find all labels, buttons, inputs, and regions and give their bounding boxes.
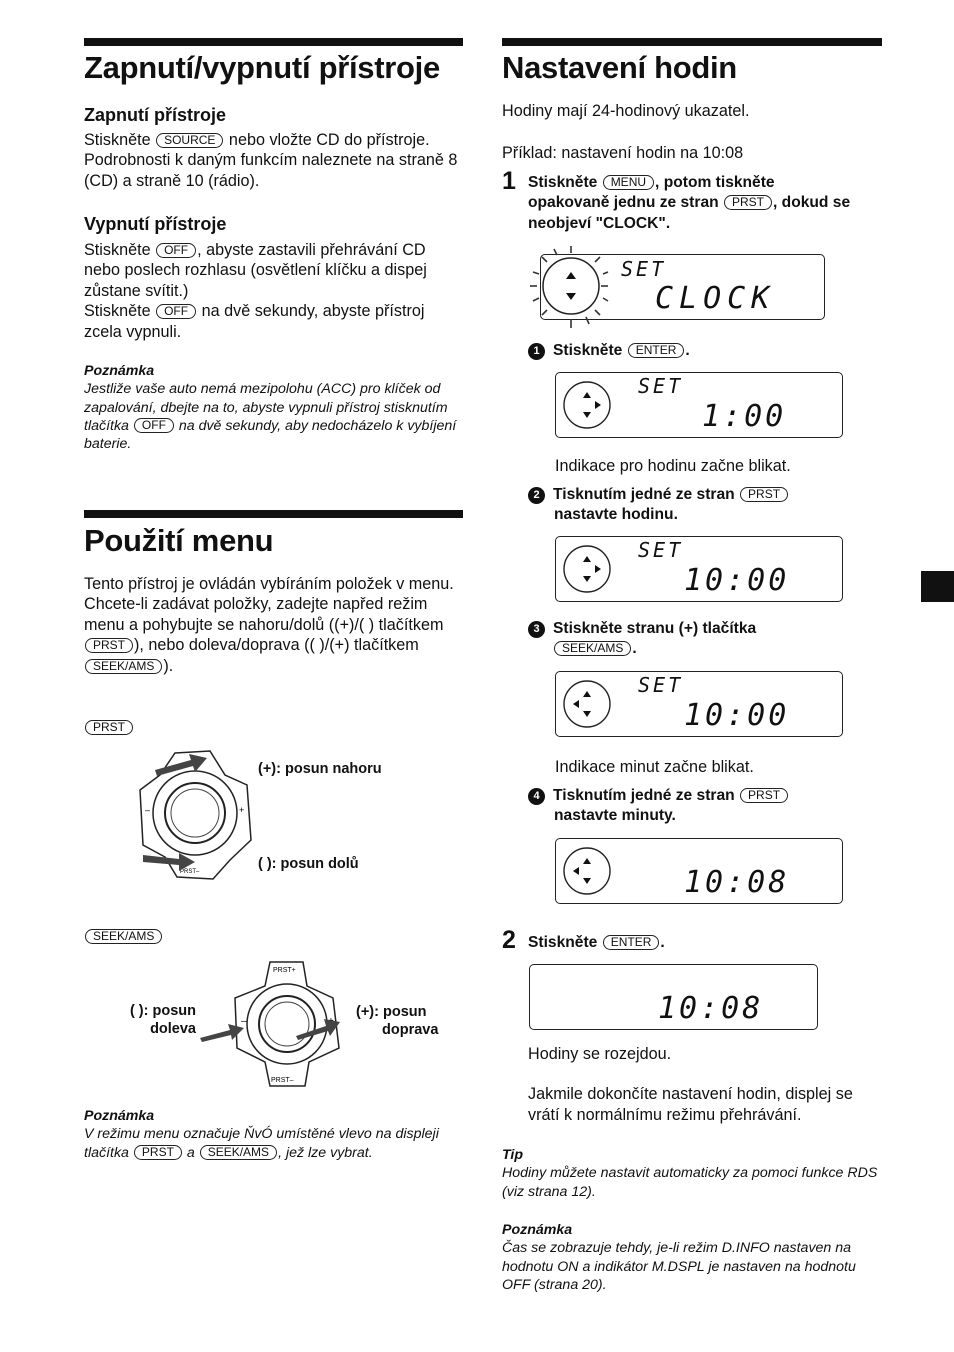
control-icon <box>561 678 613 730</box>
subheading: Vypnutí přístroje <box>84 214 227 234</box>
lcd-display <box>555 838 843 904</box>
lcd-display <box>555 536 843 602</box>
step-text: Stiskněte ENTER . <box>528 934 665 951</box>
section-rule <box>84 510 463 518</box>
off-button-label: OFF <box>156 243 196 258</box>
page-edge-tab <box>921 571 954 602</box>
arrow-up-icon <box>155 752 207 778</box>
seek-label: SEEK/AMS <box>84 928 163 946</box>
subheading: Zapnutí přístroje <box>84 105 227 125</box>
lcd-top-text: SET <box>621 257 667 281</box>
caption-left: ( ): posun doleva <box>129 1003 196 1037</box>
substep: 4 Tisknutím jedné ze stran PRST nastavte minuty. <box>528 786 858 827</box>
section-title: Zapnutí/vypnutí přístroje <box>84 50 440 85</box>
note-title: Poznámka <box>84 363 155 379</box>
knob-minus-label: – <box>145 805 151 815</box>
step-number: 1 <box>502 167 516 195</box>
substep: 3 Stiskněte stranu (+) tlačítka SEEK/AMS . <box>528 619 858 660</box>
lcd-display <box>529 964 818 1030</box>
note-title: Poznámka <box>502 1222 573 1238</box>
substep: 2 Tisknutím jedné ze stran PRST nastavte hodinu. <box>528 485 858 526</box>
section-rule <box>84 38 463 46</box>
step-text: Stiskněte MENU , potom tiskněte opakovaně jednu ze stran PRST , dokud se neobjeví "CLOCK". <box>528 174 851 232</box>
lcd-main-text: 10:00 <box>684 563 790 598</box>
paragraph: Indikace pro hodinu začne blikat. <box>555 457 791 475</box>
substep: 1 Stiskněte ENTER . <box>528 341 690 361</box>
prst-label: PRST <box>84 719 134 737</box>
blinking-control-icon <box>528 244 610 330</box>
arrow-right-icon <box>200 1022 244 1042</box>
note-title: Poznámka <box>84 1108 155 1124</box>
paragraph: Hodiny mají 24-hodinový ukazatel. <box>502 102 750 120</box>
section-title: Použití menu <box>84 523 274 558</box>
lcd-main-text: 1:00 <box>702 399 787 434</box>
note: Poznámka V režimu menu označuje ŇvÓ umístěné vlevo na displeji tlačítka PRST a SEEK/AMS , jež lze vybrat. <box>84 1107 469 1162</box>
tip: Tip Hodiny můžete nastavit automaticky za pomoci funkce RDS (viz strana 12). <box>502 1146 882 1201</box>
note: Poznámka Čas se zobrazuje tehdy, je-li režim D.INFO nastaven na hodnotu ON a indikátor M.DSPL je nastaven na hodnotu OFF (strana 20). <box>502 1221 882 1294</box>
knob-minus-label: – <box>241 1016 247 1027</box>
control-icon <box>561 845 613 897</box>
off-button-label: OFF <box>134 418 174 433</box>
step-number: 2 <box>502 926 516 954</box>
knob-prst-label: PRST– <box>271 1077 294 1084</box>
arrow-right-icon <box>296 1016 340 1040</box>
paragraph: Indikace minut začne blikat. <box>555 758 754 776</box>
knob-prst-label: PRST– <box>180 869 200 875</box>
section-rule <box>502 38 882 46</box>
lcd-main-text: 10:08 <box>684 865 790 900</box>
off-button-label: OFF <box>156 304 196 319</box>
arrow-down-icon <box>143 853 195 871</box>
lcd-top-text: SET <box>638 673 684 697</box>
caption-down: ( ): posun dolů <box>258 856 359 872</box>
control-icon <box>561 379 613 431</box>
control-icon <box>561 543 613 595</box>
knob-plus-label: + <box>239 805 245 815</box>
lcd-top-text: SET <box>638 538 684 562</box>
lcd-display <box>555 671 843 737</box>
lcd-main-text: 10:08 <box>658 991 764 1026</box>
source-button-label: SOURCE <box>156 133 223 148</box>
paragraph: Příklad: nastavení hodin na 10:08 <box>502 144 744 162</box>
lcd-main-text: CLOCK <box>655 281 776 316</box>
caption-right: (+): posun doprava <box>356 1004 439 1038</box>
prst-button-label: PRST <box>85 638 133 653</box>
section-title: Nastavení hodin <box>502 50 737 85</box>
paragraph: Stiskněte SOURCE nebo vložte CD do přístroje. Podrobnosti k daným funkcím naleznete na straně 8 (CD) a straně 10 (rádio). <box>84 131 458 190</box>
seek-button-label: SEEK/AMS <box>85 659 162 674</box>
paragraph: Tento přístroj je ovládán vybíráním položek v menu. Chcete-li zadávat položky, zadejte napřed režim menu a pohybujte se nahoru/dolů ((+)/( ) tlačítkem PRST ), nebo doleva/doprava (( )/(+) tlačítkem SEEK/AMS ). <box>84 575 454 675</box>
tip-title: Tip <box>502 1147 524 1163</box>
caption-up: (+): posun nahoru <box>258 761 382 777</box>
note: Poznámka Jestliže vaše auto nemá mezipolohu (ACC) pro klíček od zapalování, dbejte na to, abyste vypnuli přístroj stisknutím tlačítka OFF na dvě sekundy, aby nedocházelo k vybíjení baterie. <box>84 362 469 453</box>
knob-prst-label: PRST+ <box>273 967 296 974</box>
lcd-main-text: 10:00 <box>684 698 790 733</box>
lcd-display <box>555 372 843 438</box>
paragraph: Stiskněte OFF , abyste zastavili přehrávání CD nebo poslech rozhlasu (osvětlení klíčku a dispej zůstane svítit.) Stiskněte OFF na dvě sekundy, abyste přístroj zcela vypnuli. <box>84 241 427 341</box>
lcd-top-text: SET <box>638 374 684 398</box>
paragraph: Hodiny se rozejdou. Jakmile dokončíte nastavení hodin, displej se vrátí k normálnímu režimu přehrávání. <box>528 1045 853 1124</box>
